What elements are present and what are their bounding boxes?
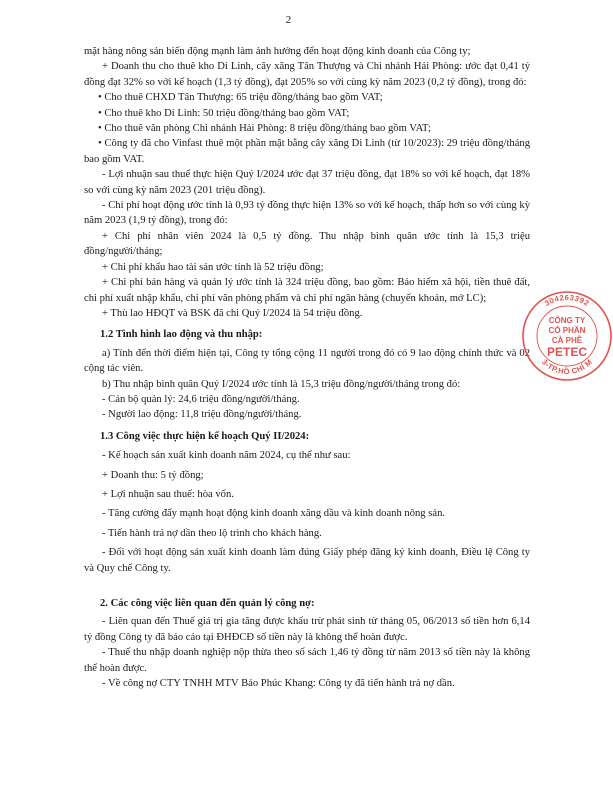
paragraph: - Về công nợ CTY TNHH MTV Bảo Phúc Khang: Công ty đã tiến hành trả nợ dần.: [102, 678, 455, 690]
paragraph: + Chi phí nhân viên 2024 là 0,5 tỷ đồng. Thu nhập bình quân ước tính là 15,3 triệu đồng/người/tháng;: [84, 230, 530, 258]
page-number: 2: [285, 14, 292, 26]
document-body: [84, 44, 530, 691]
paragraph: + Thù lao HĐQT và BSK đã chi Quý I/2024 là 54 triệu đồng.: [102, 307, 363, 319]
paragraph: - Cán bộ quản lý: 24,6 triệu đồng/người/tháng.: [102, 393, 300, 405]
paragraph: - Tiến hành trả nợ dần theo lộ trình cho khách hàng.: [102, 527, 322, 539]
paragraph: - Liên quan đến Thuế giá trị gia tăng được khấu trừ phát sinh từ tháng 05, 06/2013 số tiền hơn 6,14 tỷ đồng Công ty đã báo cáo tại ĐHĐCĐ số tiền này là không thể hoàn được.: [84, 616, 530, 643]
paragraph: mặt hàng nông sản biến động mạnh làm ảnh hưởng đến hoạt động kinh doanh của Công ty;: [84, 46, 471, 57]
bullet-item: • Công ty đã cho Vinfast thuê một phần mặt bằng cây xăng Di Linh (từ 10/2023): 29 triệu đồng/tháng bao gồm VAT.: [84, 138, 530, 165]
paragraph: - Đối với hoạt động sản xuất kinh doanh làm đúng Giấy phép đăng ký kinh doanh, Điều lệ Công ty và Quy chế Công ty.: [84, 547, 530, 574]
paragraph: - Chi phí hoạt động ước tính là 0,93 tỷ đồng thực hiện 13% so với kế hoạch, thấp hơn so với cùng kỳ năm 2023 (1,9 tỷ đồng), trong đó:: [84, 200, 530, 227]
svg-text:CÀ PHÊ: CÀ PHÊ: [551, 336, 583, 345]
section-heading: 2. Các công việc liên quan đến quản lý công nợ:: [100, 598, 315, 609]
bullet-item: • Cho thuê văn phòng Chi nhánh Hải Phòng: 8 triệu đồng/tháng bao gồm VAT;: [98, 123, 431, 135]
paragraph: + Lợi nhuận sau thuế: hòa vốn.: [102, 488, 234, 500]
svg-text:3-TP.HỒ CHÍ M: 3-TP.HỒ CHÍ M: [539, 357, 595, 377]
svg-text:CỔ PHẦN: CỔ PHẦN: [548, 326, 586, 335]
svg-text:CÔNG TY: CÔNG TY: [548, 316, 586, 325]
seal-icon: [521, 290, 613, 382]
paragraph: + Chi phí khấu hao tài sản ước tính là 52 triệu đồng;: [102, 261, 324, 273]
svg-text:304263392: 304263392: [542, 293, 592, 309]
paragraph: + Chi phí bán hàng và quản lý ước tính là 324 triệu đồng, bao gồm: Bảo hiểm xã hội, tiền thuê đất, chi phí xuất nhập khẩu, chi phí văn phòng phẩm và chi phí ngân hàng (chuyển khoản, mở LC);: [84, 277, 530, 304]
bullet-item: • Cho thuê kho Di Linh: 50 triệu đồng/tháng bao gồm VAT;: [98, 107, 350, 119]
paragraph: b) Thu nhập bình quân Quý I/2024 ước tính là 15,3 triệu đồng/người/tháng trong đó:: [102, 378, 461, 390]
section-heading: 1.2 Tình hình lao động và thu nhập:: [100, 329, 263, 341]
paragraph: - Kế hoạch sản xuất kinh doanh năm 2024, cụ thể như sau:: [102, 450, 351, 462]
bullet-item: • Cho thuê CHXD Tân Thượng: 65 triệu đồng/tháng bao gồm VAT;: [98, 92, 383, 104]
svg-text:PETEC: PETEC: [546, 345, 588, 359]
company-seal-stamp: [521, 290, 613, 382]
paragraph: + Doanh thu: 5 tỷ đồng;: [102, 469, 204, 481]
paragraph: a) Tính đến thời điểm hiện tại, Công ty tổng cộng 11 người trong đó có 9 lao động chính thức và 02 cộng tác viên.: [84, 347, 530, 375]
paragraph: - Tăng cường đẩy mạnh hoạt động kinh doanh xăng dầu và kinh doanh nông sản.: [102, 508, 446, 520]
section-heading: 1.3 Công việc thực hiện kế hoạch Quý II/2024:: [100, 430, 310, 442]
paragraph: - Thuế thu nhập doanh nghiệp nộp thừa theo số sách 1,46 tỷ đồng từ năm 2013 số tiền này là không thể hoàn được.: [84, 647, 530, 674]
paragraph: - Lợi nhuận sau thuế thực hiện Quý I/2024 ước đạt 37 triệu đồng, đạt 18% so với kế hoạch, đạt 18% so với cùng kỳ năm 2023 (201 triệu đồng).: [84, 169, 530, 196]
paragraph: - Người lao động: 11,8 triệu đồng/người/tháng.: [102, 409, 302, 421]
paragraph: + Doanh thu cho thuê kho Di Linh, cây xăng Tân Thượng và Chi nhánh Hải Phòng: ước đạt 0,41 tỷ đồng đạt 32% so với kế hoạch (1,3 tỷ đồng), đạt 205% so với cùng kỳ năm 2023 (0,2 tỷ đồng), trong đó:: [84, 61, 530, 88]
